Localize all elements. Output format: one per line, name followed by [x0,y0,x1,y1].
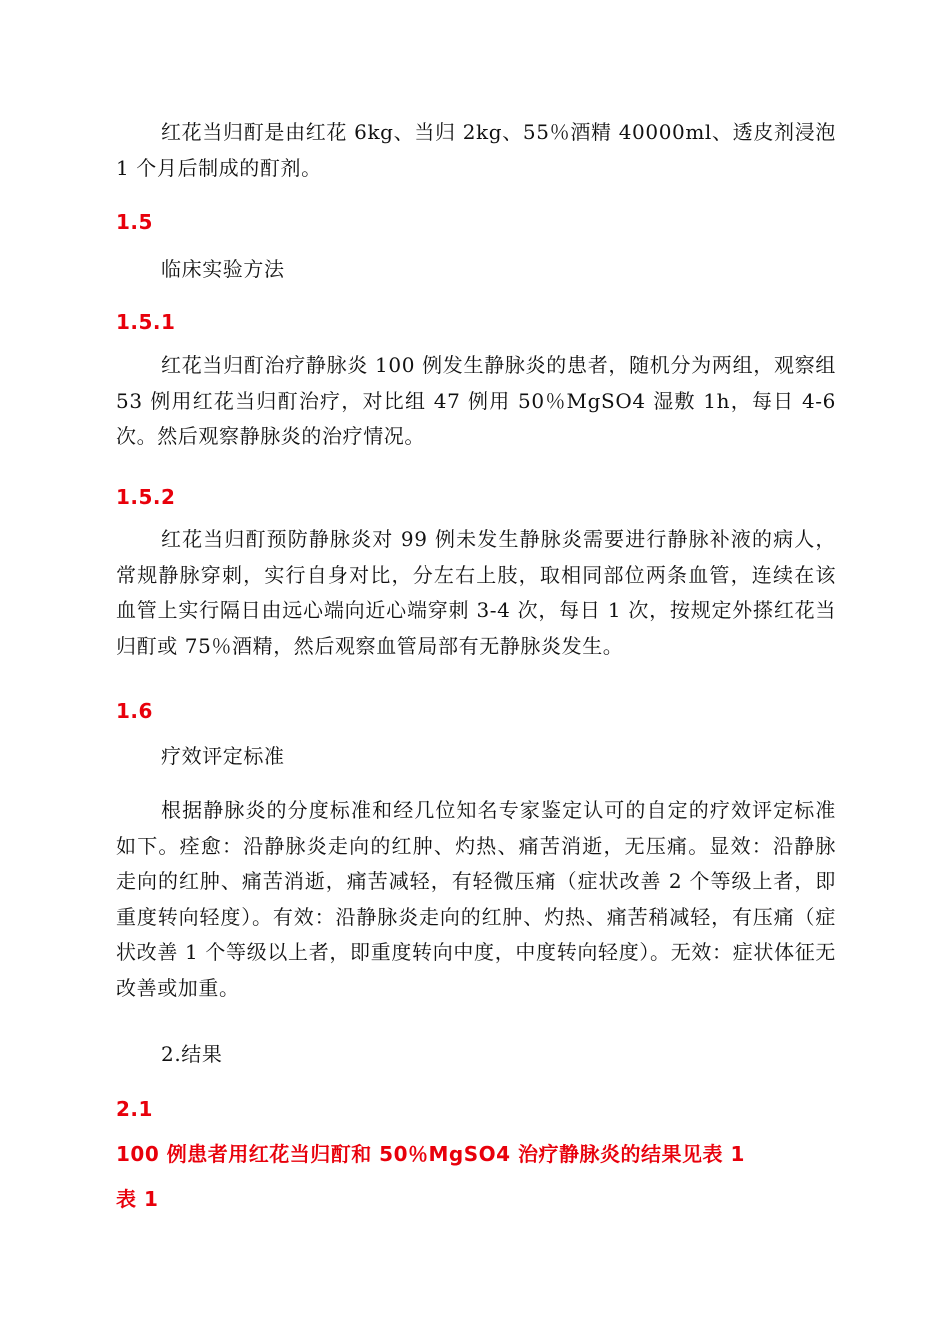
paragraph-efficacy-criteria: 根据静脉炎的分度标准和经几位知名专家鉴定认可的自定的疗效评定标准如下。痊愈：沿静脉炎走向的红肿、灼热、痛苦消逝，无压痛。显效：沿静脉走向的红肿、痛苦消逝，痛苦减轻，有轻微压痛（症状改善 2 个等级上者，即重度转向轻度）。有效：沿静脉炎走向的红肿、灼热、痛苦稍减轻，有压痛（症状改善 1 个等级以上者，即重度转向中度，中度转向轻度）。无效：症状体征无改善或加重。 [116,798,836,1000]
section-heading-1-6: 1.6 [116,699,153,723]
section-heading-1-5: 1.5 [116,210,153,234]
results-summary-line: 100 例患者用红花当归酊和 50％MgSO4 治疗静脉炎的结果见表 1 [116,1142,745,1166]
section-heading-1-5-2-text: 1.5.2 [116,485,176,509]
paragraph-tincture-preparation: 红花当归酊是由红花 6kg、当归 2kg、55％酒精 40000ml、透皮剂浸泡 1 个月后制成的酊剂。 [116,120,836,180]
paragraph-treatment-method: 红花当归酊治疗静脉炎 100 例发生静脉炎的患者，随机分为两组，观察组 53 例用红花当归酊治疗，对比组 47 例用 50％MgSO4 湿敷 1h，每日 4-6 次。然后观察静脉炎的治疗情况。 [116,353,836,448]
table-caption: 表 1 [116,1187,159,1211]
section-title-results: 2.结果 [161,1042,223,1066]
section-title-efficacy-criteria: 疗效评定标准 [161,744,285,768]
section-heading-1-5-1: 1.5.1 [116,310,176,334]
section-title-clinical-methods: 临床实验方法 [161,257,285,281]
section-heading-2-1: 2.1 [116,1097,153,1121]
paragraph-prevention-method: 红花当归酊预防静脉炎对 99 例未发生静脉炎需要进行静脉补液的病人，常规静脉穿刺，实行自身对比，分左右上肢，取相同部位两条血管，连续在该血管上实行隔日由远心端向近心端穿刺 3-4 次，每日 1 次，按规定外搽红花当归酊或 75％酒精，然后观察血管局部有无静脉炎发生。 [116,527,836,658]
